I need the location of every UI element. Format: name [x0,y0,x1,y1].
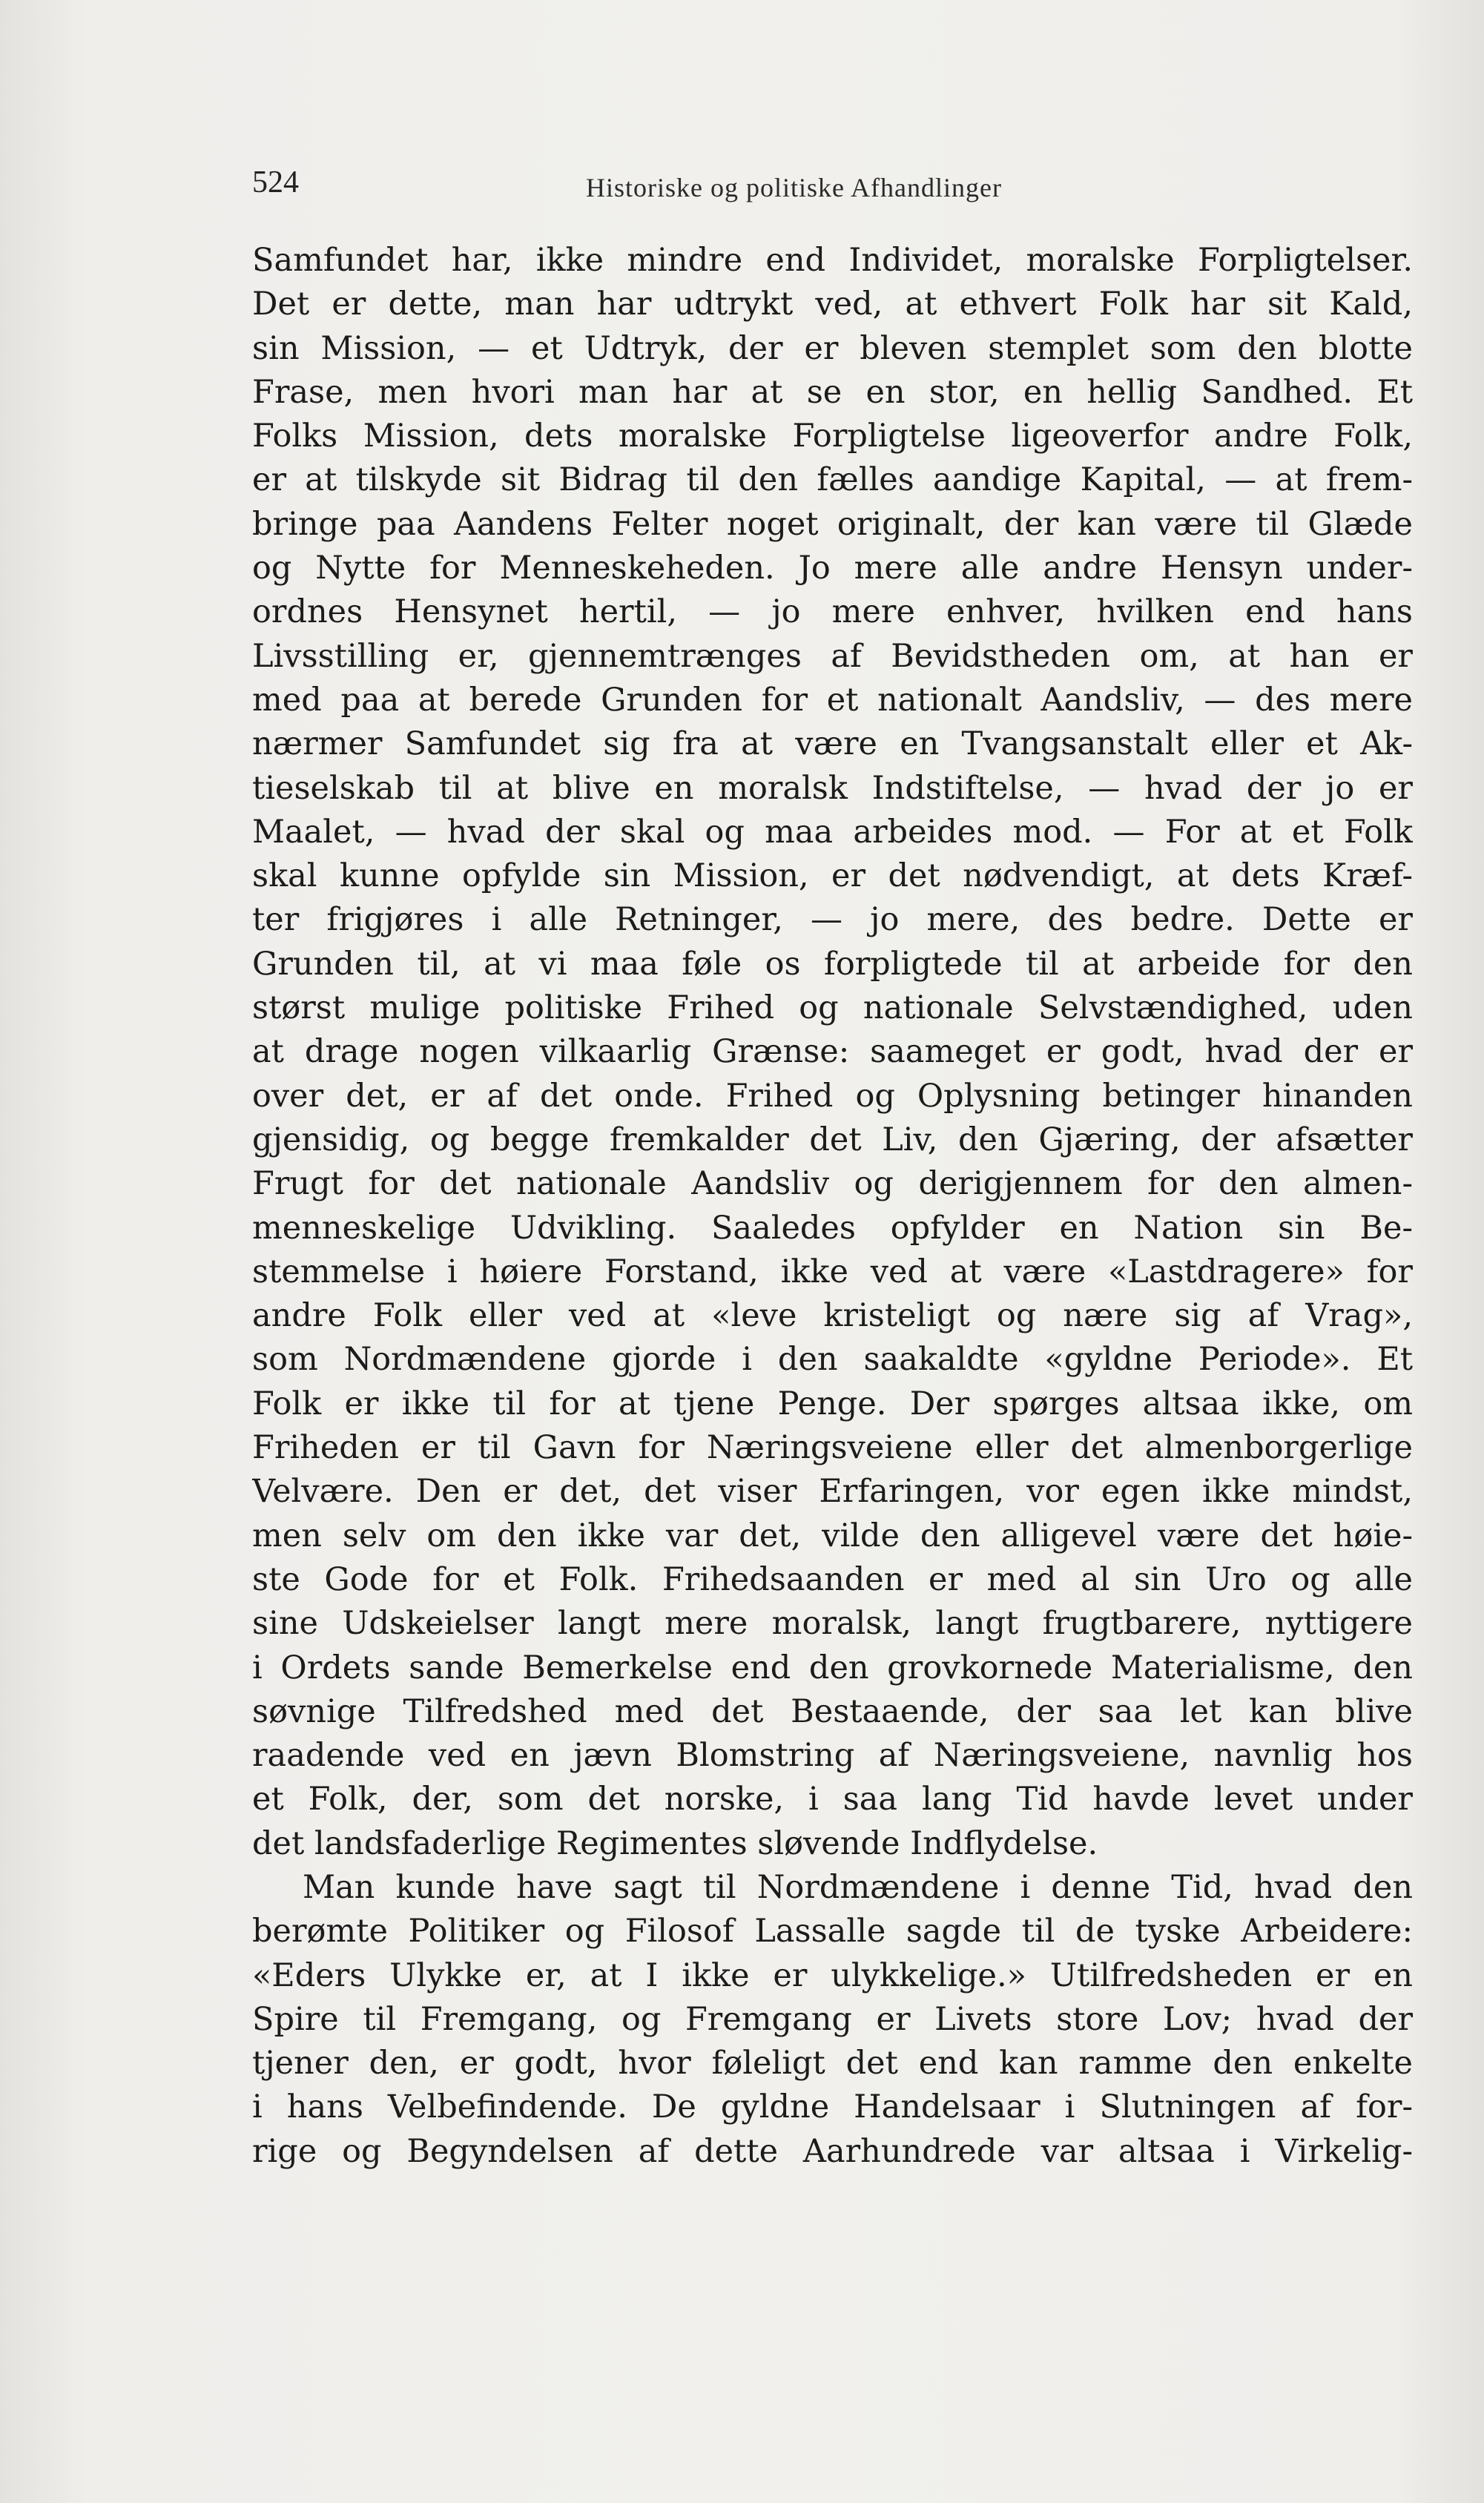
text-line: andre Folk eller ved at «leve kristeligt og nære sig af Vrag», [252,1297,1413,1335]
page-number: 524 [252,165,299,199]
text-line: bringe paa Aandens Felter noget originalt, der kan være til Glæde [252,505,1413,543]
text-line: Frase, men hvori man har at se en stor, en hellig Sandhed. Et [252,373,1413,411]
text-line: over det, er af det onde. Frihed og Oplysning betinger hinanden [252,1077,1413,1115]
text-line: sine Udskeielser langt mere moralsk, langt frugtbarere, nyttigere [252,1605,1413,1643]
text-line: tieselskab til at blive en moralsk Indstiftelse, — hvad der jo er [252,769,1413,807]
text-line: Samfundet har, ikke mindre end Individet, moralske Forpligtelser. [252,242,1413,279]
text-line: tjener den, er godt, hvor føleligt det end kan ramme den enkelte [252,2045,1413,2082]
text-line: at drage nogen vilkaarlig Grænse: saameget er godt, hvad der er [252,1033,1413,1071]
text-line: Friheden er til Gavn for Næringsveiene eller det almenborgerlige [252,1429,1413,1467]
text-line: og Nytte for Menneskeheden. Jo mere alle andre Hensyn under- [252,550,1413,587]
text-line: nærmer Samfundet sig fra at være en Tvangsanstalt eller et Ak- [252,725,1413,763]
text-line: med paa at berede Grunden for et nationalt Aandsliv, — des mere [252,681,1413,719]
text-line: sin Mission, — et Udtryk, der er bleven stemplet som den blotte [252,329,1413,367]
body-text [252,239,1413,2174]
text-line: gjensidig, og begge fremkalder det Liv, den Gjæring, der afsætter [252,1121,1413,1158]
text-line: berømte Politiker og Filosof Lassalle sagde til de tyske Arbeidere: [252,1913,1413,1950]
text-line: Folks Mission, dets moralske Forpligtelse ligeoverfor andre Folk, [252,418,1413,455]
text-line: menneskelige Udvikling. Saaledes opfylder en Nation sin Be- [252,1209,1413,1247]
text-line-paragraph-start: Man kunde have sagt til Nordmændene i denne Tid, hvad den [303,1868,1413,1906]
text-line: men selv om den ikke var det, vilde den alligevel være det høie- [252,1517,1413,1554]
text-line: i hans Velbefindende. De gyldne Handelsaar i Slutningen af for- [252,2088,1413,2126]
text-line: Folk er ikke til for at tjene Penge. Der spørges altsaa ikke, om [252,1385,1413,1422]
text-line: Grunden til, at vi maa føle os forpligtede til at arbeide for den [252,945,1413,983]
text-line: Det er dette, man har udtrykt ved, at ethvert Folk har sit Kald, [252,286,1413,323]
text-line: i Ordets sande Bemerkelse end den grovkornede Materialisme, den [252,1649,1413,1686]
text-line: søvnige Tilfredshed med det Bestaaende, der saa let kan blive [252,1692,1413,1730]
page-header [252,165,1409,209]
text-line: Velvære. Den er det, det viser Erfaringen, vor egen ikke mindst, [252,1473,1413,1511]
text-line: størst mulige politiske Frihed og nationale Selvstændighed, uden [252,989,1413,1027]
text-line: Maalet, — hvad der skal og maa arbeides mod. — For at et Folk [252,813,1413,851]
text-line: Livsstilling er, gjennemtrænges af Bevidstheden om, at han er [252,637,1413,675]
text-line-paragraph-end: det landsfaderlige Regimentes sløvende Indflydelse. [252,1824,1098,1862]
text-line: raadende ved en jævn Blomstring af Næringsveiene, navnlig hos [252,1737,1413,1775]
text-line: ter frigjøres i alle Retninger, — jo mere, des bedre. Dette er [252,901,1413,939]
text-line: Frugt for det nationale Aandsliv og derigjennem for den almen- [252,1165,1413,1203]
text-line: «Eders Ulykke er, at I ikke er ulykkelige.» Utilfredsheden er en [252,1956,1413,1994]
text-line: ste Gode for et Folk. Frihedsaanden er med al sin Uro og alle [252,1560,1413,1598]
text-line: som Nordmændene gjorde i den saakaldte «gyldne Periode». Et [252,1341,1413,1379]
text-line: er at tilskyde sit Bidrag til den fælles aandige Kapital, — at frem- [252,461,1413,499]
text-line: ordnes Hensynet hertil, — jo mere enhver, hvilken end hans [252,593,1413,631]
text-line: et Folk, der, som det norske, i saa lang Tid havde levet under [252,1781,1413,1818]
text-line: skal kunne opfylde sin Mission, er det nødvendigt, at dets Kræf- [252,857,1413,895]
running-head: Historiske og politiske Afhandlinger [586,173,1002,202]
text-line: stemmelse i høiere Forstand, ikke ved at være «Lastdragere» for [252,1253,1413,1290]
text-line: rige og Begyndelsen af dette Aarhundrede var altsaa i Virkelig- [252,2132,1413,2170]
text-line: Spire til Fremgang, og Fremgang er Livets store Lov; hvad der [252,2000,1413,2038]
